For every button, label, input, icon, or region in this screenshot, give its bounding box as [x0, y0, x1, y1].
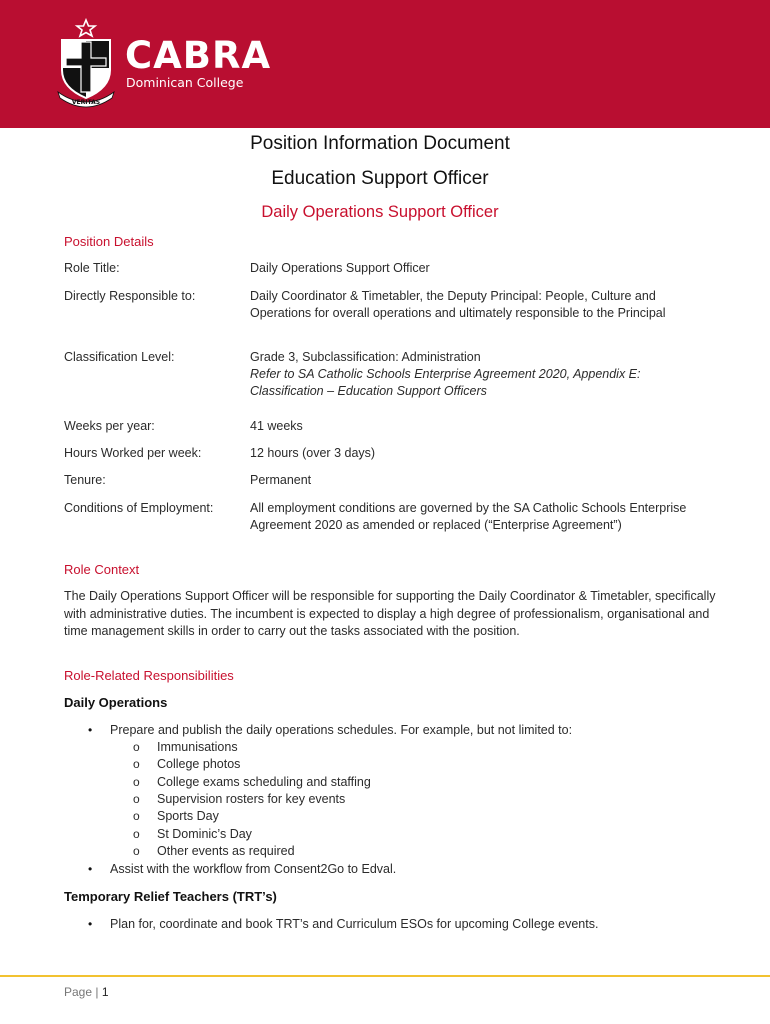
sub-list-item: Supervision rosters for key events	[157, 792, 346, 806]
brand-subtitle: Dominican College	[126, 75, 244, 90]
detail-label: Classification Level:	[64, 350, 175, 364]
page-footer	[64, 985, 109, 999]
footer-page-number: 1	[101, 985, 109, 999]
detail-label: Directly Responsible to:	[64, 289, 196, 303]
position-details-heading: Position Details	[64, 234, 154, 249]
detail-label: Role Title:	[64, 261, 120, 275]
subbullet-icon: o	[133, 827, 140, 841]
header-banner	[0, 0, 770, 128]
role-context-heading: Role Context	[64, 562, 140, 577]
detail-value: All employment conditions are governed by the SA Catholic Schools Enterprise Agreement 2020 as amended or replaced (“Enterprise Agreement”)	[250, 501, 687, 532]
detail-value: 12 hours (over 3 days)	[250, 446, 376, 460]
detail-label: Weeks per year:	[64, 419, 155, 433]
brand-name: CABRA	[125, 34, 272, 77]
list-item: Plan for, coordinate and book TRT’s and Curriculum ESOs for upcoming College events.	[110, 917, 599, 931]
footer-separator: |	[95, 985, 99, 999]
detail-label: Hours Worked per week:	[64, 446, 202, 460]
detail-label: Tenure:	[64, 473, 106, 487]
sub-list-item: College photos	[157, 757, 241, 771]
list-item: Prepare and publish the daily operations schedules. For example, but not limited to:	[110, 723, 573, 737]
subbullet-icon: o	[133, 844, 140, 858]
responsibilities-heading: Role-Related Responsibilities	[64, 668, 234, 683]
list-item: Assist with the workflow from Consent2Go to Edval.	[110, 862, 397, 876]
detail-value: Grade 3, Subclassification: Administration	[250, 350, 481, 364]
role-context-text: The Daily Operations Support Officer will be responsible for supporting the Daily Coordinator & Timetabler, specifically with administrative duties. The incumbent is expected to display a high degree of professionalism, organisational and time management skills in order to carry out the tasks associated with the position.	[64, 589, 716, 638]
subbullet-icon: o	[133, 809, 140, 823]
subbullet-icon: o	[133, 792, 140, 806]
detail-note: Refer to SA Catholic Schools Enterprise Agreement 2020, Appendix E: Classification – Education Support Officers	[250, 367, 641, 398]
sub-list-item: Immunisations	[157, 740, 238, 754]
subbullet-icon: o	[133, 740, 140, 754]
footer-divider	[0, 975, 770, 977]
detail-value: Daily Operations Support Officer	[250, 261, 430, 275]
detail-label: Conditions of Employment:	[64, 501, 214, 515]
college-crest-logo	[50, 18, 122, 108]
subbullet-icon: o	[133, 757, 140, 771]
detail-value: 41 weeks	[250, 419, 303, 433]
role-group-title: Education Support Officer	[271, 168, 489, 189]
bullet-icon: •	[88, 862, 93, 876]
subbullet-icon: o	[133, 775, 140, 789]
bullet-icon: •	[88, 723, 93, 737]
sub-list-item: Sports Day	[157, 809, 219, 823]
position-title: Daily Operations Support Officer	[261, 203, 499, 221]
daily-operations-heading: Daily Operations	[64, 695, 168, 710]
document-title: Position Information Document	[250, 133, 510, 154]
trt-heading: Temporary Relief Teachers (TRT’s)	[64, 889, 277, 904]
sub-list-item: St Dominic’s Day	[157, 827, 252, 841]
bullet-icon: •	[88, 917, 93, 931]
sub-list-item: College exams scheduling and staffing	[157, 775, 371, 789]
detail-value: Permanent	[250, 473, 312, 487]
svg-text:VERITAS: VERITAS	[71, 99, 101, 106]
detail-value: Daily Coordinator & Timetabler, the Deputy Principal: People, Culture and Operations for overall operations and ultimately responsible to the Principal	[250, 289, 666, 320]
footer-page-label: Page	[64, 985, 93, 999]
detail-value-group	[250, 349, 710, 400]
sub-list-item: Other events as required	[157, 844, 295, 858]
